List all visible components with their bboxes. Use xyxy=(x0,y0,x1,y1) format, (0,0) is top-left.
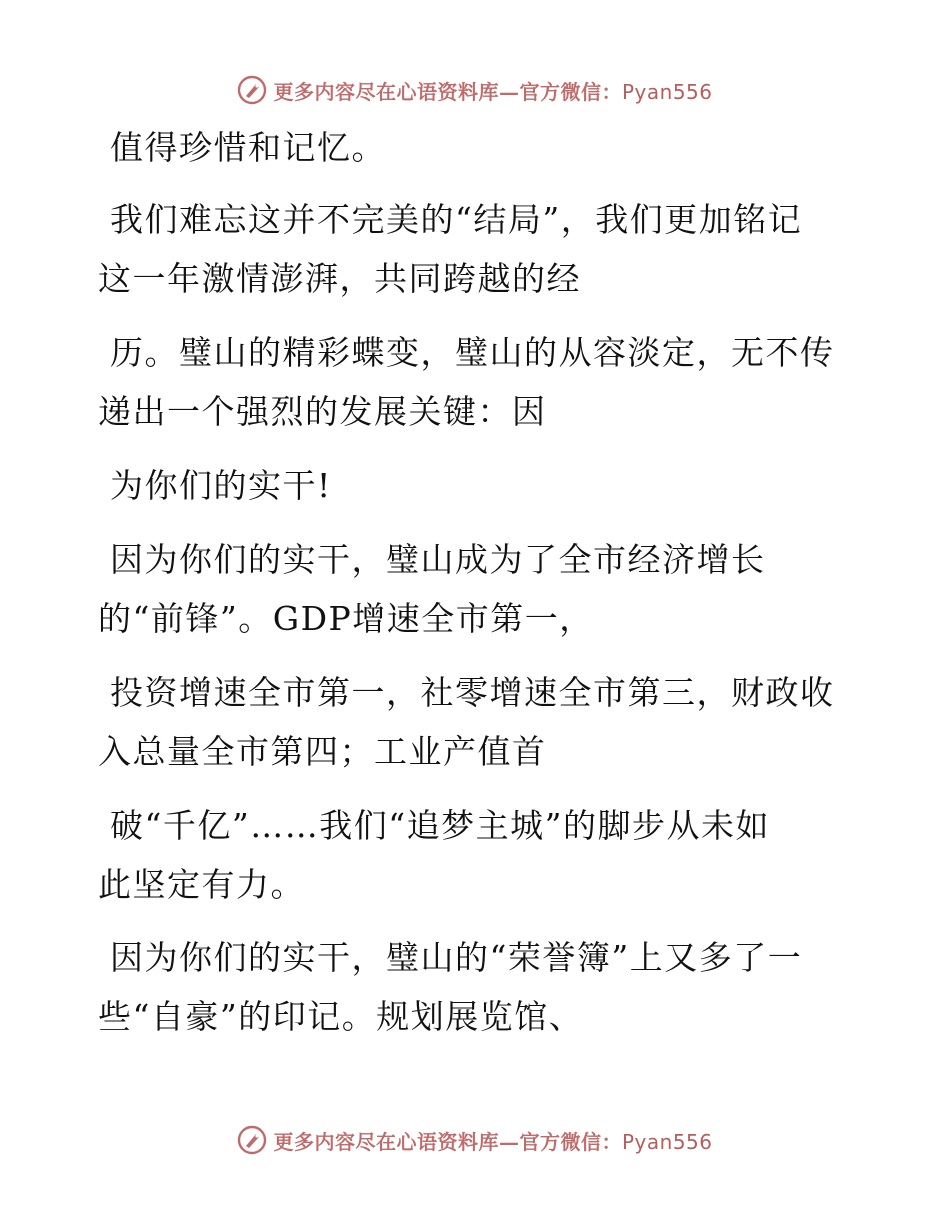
footer-watermark-text: 更多内容尽在心语资料库—官方微信：Pyan556 xyxy=(273,1129,713,1154)
text-line: 破“千亿”……我们“追梦主城”的脚步从未如 xyxy=(110,806,770,845)
text-line: 值得珍惜和记忆。 xyxy=(110,128,386,167)
text-line: 历。璧山的精彩蝶变，璧山的从容淡定，无不传 xyxy=(110,333,835,372)
footer-watermark xyxy=(0,1120,950,1160)
text-line: 的“前锋”。GDP增速全市第一， xyxy=(98,599,594,638)
pen-nib-seal-icon xyxy=(237,1125,267,1155)
text-line: 投资增速全市第一，社零增速全市第三，财政收 xyxy=(110,673,835,712)
text-line: 这一年激情澎湃，共同跨越的经 xyxy=(98,259,581,298)
text-line: 因为你们的实干，璧山成为了全市经济增长 xyxy=(110,540,766,579)
text-line: 递出一个强烈的发展关键：因 xyxy=(98,392,547,431)
text-line: 为你们的实干! xyxy=(110,466,332,505)
pen-nib-seal-icon xyxy=(237,75,267,105)
footer-handle: Pyan556 xyxy=(621,1129,713,1154)
text-line: 此坚定有力。 xyxy=(98,865,305,904)
header-handle: Pyan556 xyxy=(621,79,713,104)
text-line: 我们难忘这并不完美的“结局”，我们更加铭记 xyxy=(110,200,803,239)
header-watermark xyxy=(0,70,950,110)
header-watermark-text: 更多内容尽在心语资料库—官方微信：Pyan556 xyxy=(273,79,713,104)
text-line: 入总量全市第四；工业产值首 xyxy=(98,732,547,771)
text-line: 因为你们的实干，璧山的“荣誉簿”上又多了一 xyxy=(110,938,803,977)
text-line: 些“自豪”的印记。规划展览馆、 xyxy=(98,997,584,1036)
